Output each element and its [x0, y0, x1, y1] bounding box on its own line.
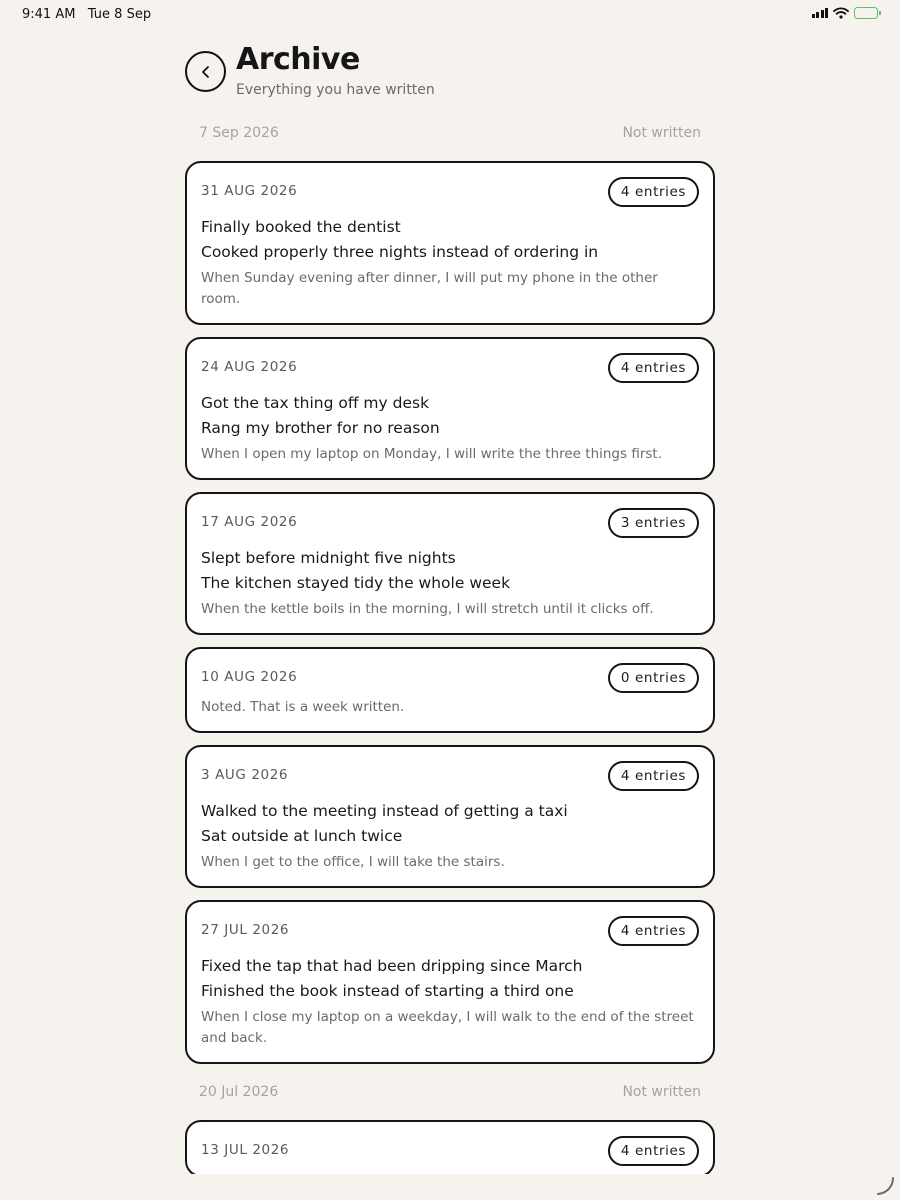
- card-date: 17 AUG 2026: [201, 514, 298, 530]
- unwritten-week-row: [185, 118, 715, 148]
- week-card[interactable]: [185, 647, 715, 733]
- page-header: [185, 44, 715, 104]
- entries-badge: 4 entries: [608, 353, 699, 383]
- week-date: 20 Jul 2026: [199, 1084, 279, 1100]
- entries-badge: 3 entries: [608, 508, 699, 538]
- card-date: 31 AUG 2026: [201, 183, 298, 199]
- card-date: 24 AUG 2026: [201, 359, 298, 375]
- scroll-indicator-icon: [874, 1175, 896, 1197]
- entry-line: Got the tax thing off my desk: [201, 394, 430, 412]
- card-entries: [201, 954, 699, 1004]
- entries-badge: 4 entries: [608, 177, 699, 207]
- entry-line: Cooked properly three nights instead of ordering in: [201, 243, 599, 261]
- entries-badge: 4 entries: [608, 761, 699, 791]
- card-date: 10 AUG 2026: [201, 669, 298, 685]
- week-card[interactable]: [185, 745, 715, 888]
- page-subtitle: Everything you have written: [236, 82, 435, 98]
- week-card[interactable]: [185, 161, 715, 325]
- entry-line: Walked to the meeting instead of getting a taxi: [201, 802, 568, 820]
- entries-badge: 4 entries: [608, 1136, 699, 1166]
- card-intention: When I close my laptop on a weekday, I will walk to the end of the street and back.: [201, 1009, 694, 1046]
- week-card[interactable]: [185, 900, 715, 1064]
- card-date: 13 JUL 2026: [201, 1142, 290, 1158]
- wifi-icon: [833, 7, 849, 19]
- card-entries: [201, 391, 699, 441]
- card-date: 3 AUG 2026: [201, 767, 289, 783]
- entry-line: Finished the book instead of starting a third one: [201, 982, 574, 1000]
- week-status: Not written: [622, 1084, 701, 1100]
- entries-badge: 4 entries: [608, 916, 699, 946]
- status-time: [22, 7, 151, 22]
- entry-line: Fixed the tap that had been dripping since March: [201, 957, 583, 975]
- card-entries: [201, 215, 699, 265]
- week-card[interactable]: [185, 492, 715, 635]
- card-intention: Noted. That is a week written.: [201, 699, 405, 715]
- cellular-signal-icon: [812, 8, 829, 18]
- back-button[interactable]: [185, 51, 226, 92]
- battery-icon: [854, 7, 878, 19]
- entry-line: Sat outside at lunch twice: [201, 827, 403, 845]
- status-date: Tue 8 Sep: [87, 7, 152, 22]
- chevron-left-icon: [200, 65, 212, 79]
- card-intention: When I get to the office, I will take the stairs.: [201, 854, 505, 870]
- entry-line: Slept before midnight five nights: [201, 549, 456, 567]
- card-entries: [201, 799, 699, 849]
- card-entries: [201, 546, 699, 596]
- entries-badge: 0 entries: [608, 663, 699, 693]
- week-card[interactable]: [185, 337, 715, 480]
- entry-line: Rang my brother for no reason: [201, 419, 440, 437]
- card-intention: When I open my laptop on Monday, I will write the three things first.: [201, 446, 662, 462]
- week-status: Not written: [622, 125, 701, 141]
- card-intention: When the kettle boils in the morning, I will stretch until it clicks off.: [201, 601, 654, 617]
- entry-line: Finally booked the dentist: [201, 218, 401, 236]
- card-intention: When Sunday evening after dinner, I will put my phone in the other room.: [201, 270, 658, 307]
- entry-line: The kitchen stayed tidy the whole week: [201, 574, 511, 592]
- archive-list[interactable]: [185, 118, 715, 1174]
- status-bar: [0, 0, 900, 30]
- page-title: Archive: [236, 42, 360, 77]
- unwritten-week-row: [185, 1077, 715, 1107]
- status-clock: 9:41 AM: [22, 7, 76, 22]
- status-icons: [812, 7, 879, 19]
- card-date: 27 JUL 2026: [201, 922, 290, 938]
- week-card[interactable]: [185, 1120, 715, 1174]
- week-date: 7 Sep 2026: [199, 125, 279, 141]
